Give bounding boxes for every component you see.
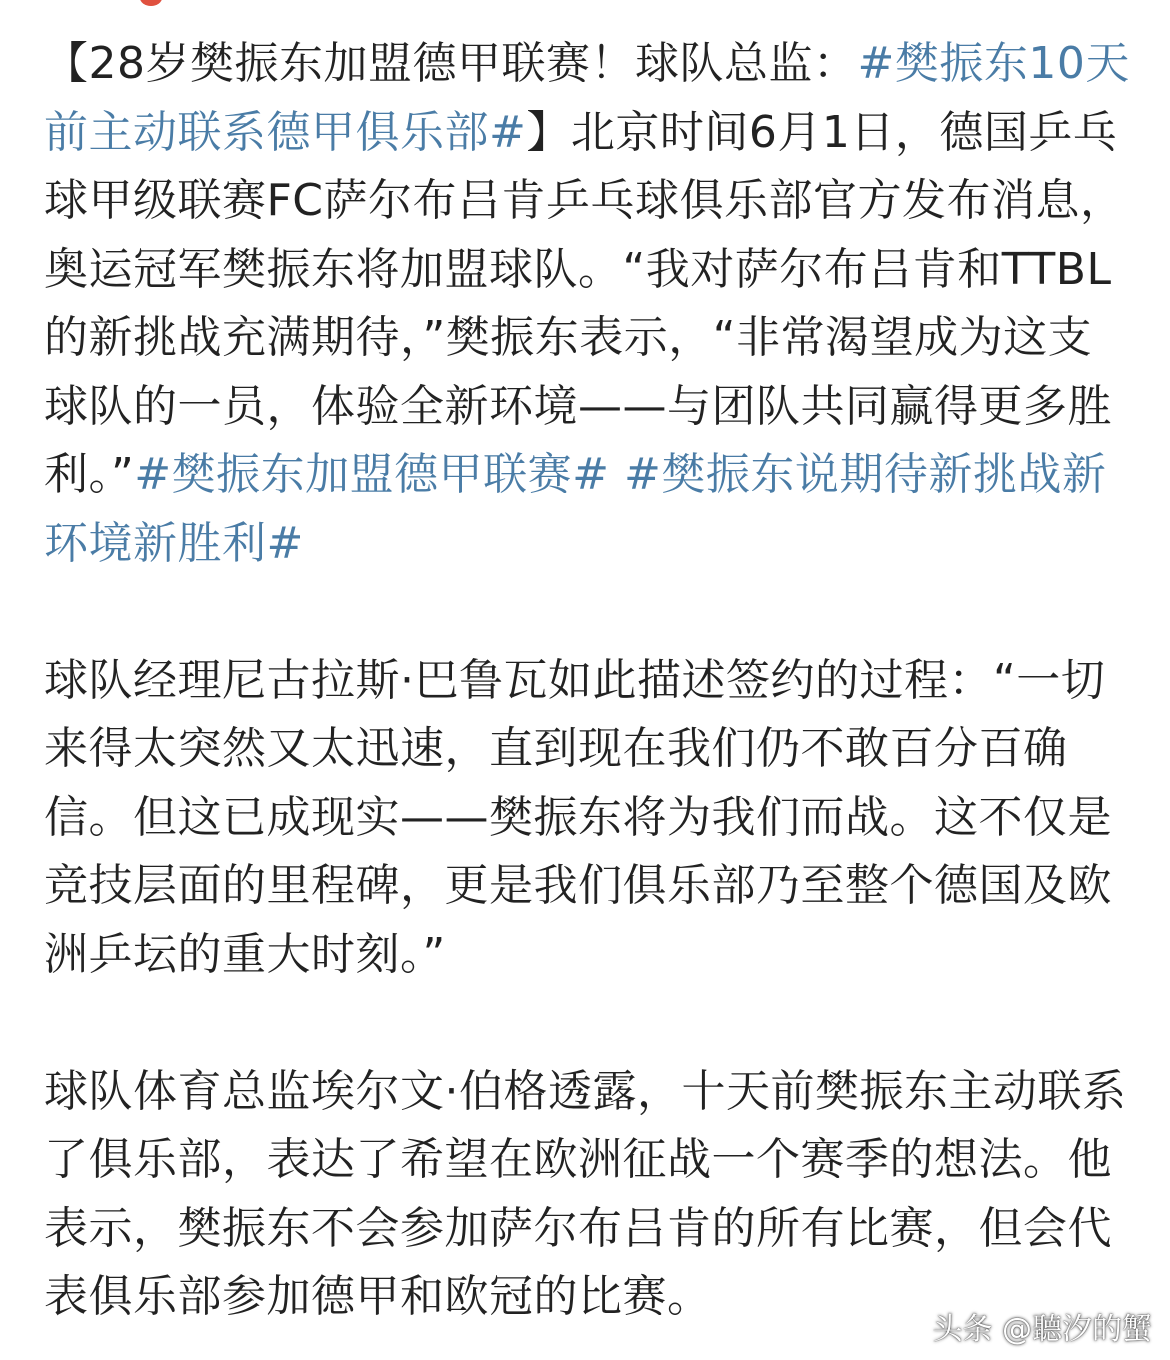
intro-lead-text: 【28岁樊振东加盟德甲联赛！球队总监：: [44, 38, 858, 89]
hashtag-link-join[interactable]: #樊振东加盟德甲联赛#: [134, 449, 610, 500]
notification-dot-icon: [140, 0, 162, 6]
paragraph-director-quote: 球队体育总监埃尔文·伯格透露，十天前樊振东主动联系了俱乐部，表达了希望在欧洲征战一个赛季的想法。他表示，樊振东不会参加萨尔布吕肯的所有比赛，但会代表俱乐部参加德甲和欧冠的比赛。: [44, 1065, 1127, 1322]
hashtag-link-expect[interactable]: #樊振东说期待新挑战新环境新胜利#: [44, 449, 1107, 569]
paragraph-manager-quote: 球队经理尼古拉斯·巴鲁瓦如此描述签约的过程：“一切来得太突然又太迅速，直到现在我们仍不敢百分百确信。但这已成现实——樊振东将为我们而战。这不仅是竞技层面的里程碑，更是我们俱乐部乃至整个德国及欧洲乒坛的重大时刻。”: [44, 654, 1112, 980]
hashtag-link-contact[interactable]: #樊振东10天前主动联系德甲俱乐部#: [44, 38, 1130, 158]
post-body: [44, 30, 1134, 1332]
watermark-label: 头条 @聽汐的蟹: [932, 1312, 1152, 1347]
paragraph-intro: [44, 30, 1134, 578]
intro-body-text: 】北京时间6月1日，德国乒乓球甲级联赛FC萨尔布吕肯乒乓球俱乐部官方发布消息，奥运冠军樊振东将加盟球队。“我对萨尔布吕肯和TTBL的新挑战充满期待，”樊振东表示，“非常渴望成为这支球队的一员，体验全新环境——与团队共同赢得更多胜利。”: [44, 106, 1125, 500]
